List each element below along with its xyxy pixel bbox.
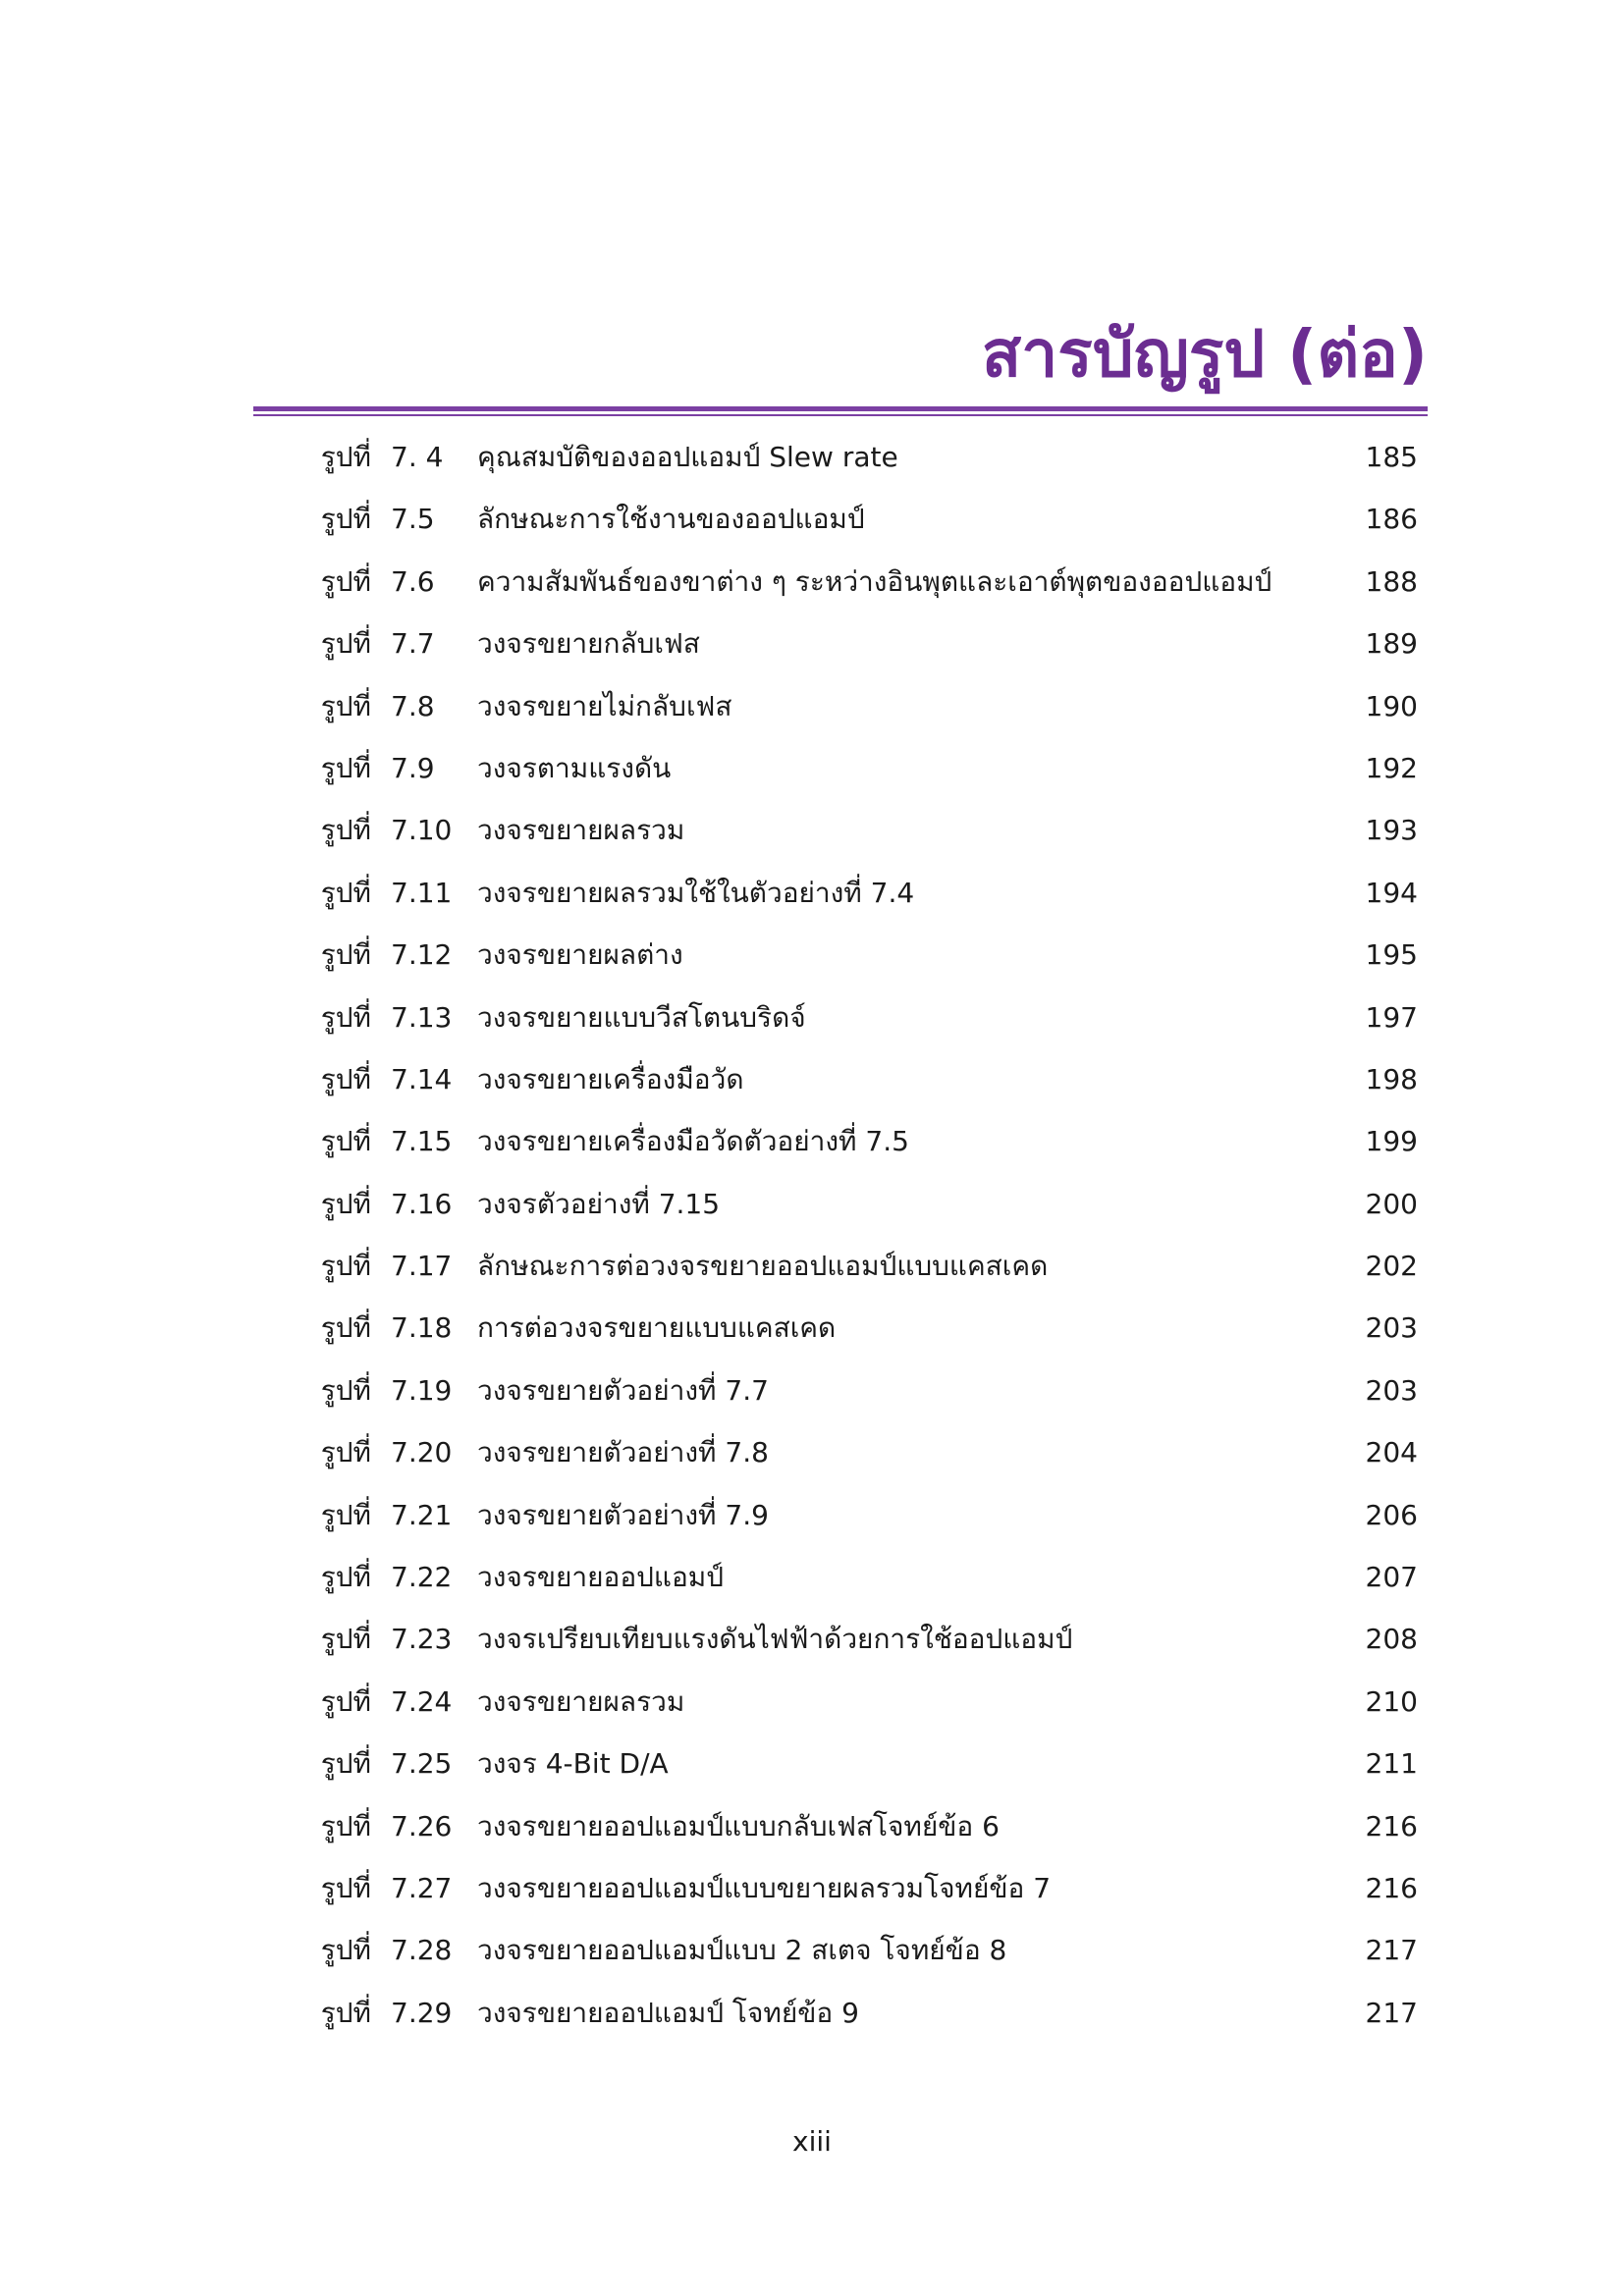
figure-number: 7.13 [391, 1000, 453, 1034]
figure-number: 7.14 [391, 1062, 453, 1095]
figure-caption: วงจรขยายแบบวีสโตนบริดจ์ [477, 1000, 806, 1034]
figure-prefix: รูปที่ [320, 938, 371, 972]
toc-row [0, 1114, 1624, 1176]
toc-row [0, 1425, 1624, 1487]
figure-prefix: รูปที่ [320, 1996, 371, 2029]
figure-prefix: รูปที่ [320, 1498, 371, 1531]
figure-caption: ความสัมพันธ์ของขาต่าง ๆ ระหว่างอินพุตและเอาต์พุตของออปแอมป์ [477, 564, 1272, 598]
toc-row [0, 1923, 1624, 1985]
figure-prefix: รูปที่ [320, 1000, 371, 1034]
toc-row [0, 679, 1624, 741]
figure-page-number: 202 [1365, 1250, 1418, 1283]
figure-caption: ลักษณะการต่อวงจรขยายออปแอมป์แบบแคสเคด [477, 1250, 1049, 1283]
figure-prefix: รูปที่ [320, 1436, 371, 1469]
figure-number: 7.16 [391, 1187, 453, 1220]
toc-row [0, 492, 1624, 554]
figure-prefix: รูปที่ [320, 1623, 371, 1656]
figure-page-number: 193 [1365, 814, 1418, 847]
figure-caption: วงจรขยายตัวอย่างที่ 7.7 [477, 1373, 769, 1407]
figure-caption: วงจรขยายตัวอย่างที่ 7.9 [477, 1498, 769, 1531]
figure-number: 7.12 [391, 938, 453, 972]
figure-page-number: 200 [1365, 1187, 1418, 1220]
toc-row [0, 1052, 1624, 1114]
figure-page-number: 210 [1365, 1684, 1418, 1718]
figure-caption: วงจรขยายเครื่องมือวัด [477, 1062, 744, 1095]
figure-page-number: 199 [1365, 1125, 1418, 1158]
figure-prefix: รูปที่ [320, 814, 371, 847]
figure-number: 7.29 [391, 1996, 453, 2029]
toc-row [0, 1799, 1624, 1861]
figure-prefix: รูปที่ [320, 1561, 371, 1594]
figure-caption: วงจรขยายออปแอมป์แบบ 2 สเตจ โจทย์ข้อ 8 [477, 1934, 1007, 1967]
figure-page-number: 208 [1365, 1623, 1418, 1656]
toc-row [0, 803, 1624, 865]
toc-row [0, 1736, 1624, 1798]
toc-row [0, 741, 1624, 803]
figure-caption: วงจรขยายตัวอย่างที่ 7.8 [477, 1436, 769, 1469]
toc-row [0, 1488, 1624, 1550]
figure-page-number: 204 [1365, 1436, 1418, 1469]
figure-prefix: รูปที่ [320, 564, 371, 598]
toc-row [0, 1177, 1624, 1239]
figure-caption: วงจรขยายกลับเฟส [477, 627, 700, 661]
figure-page-number: 192 [1365, 751, 1418, 784]
figure-number: 7. 4 [391, 441, 444, 473]
figure-page-number: 203 [1365, 1373, 1418, 1407]
figure-list [0, 430, 1624, 2048]
figure-page-number: 185 [1365, 441, 1418, 473]
figure-number: 7.5 [391, 503, 435, 536]
page-title: สารบัญรูป (ต่อ) [981, 316, 1428, 392]
toc-row [0, 555, 1624, 616]
figure-page-number: 217 [1365, 1996, 1418, 2029]
figure-page-number: 216 [1365, 1871, 1418, 1904]
figure-page-number: 189 [1365, 627, 1418, 661]
figure-prefix: รูปที่ [320, 1062, 371, 1095]
toc-row [0, 1612, 1624, 1674]
figure-number: 7.15 [391, 1125, 453, 1158]
figure-caption: วงจรขยายผลรวม [477, 1684, 685, 1718]
figure-caption: ลักษณะการใช้งานของออปแอมป์ [477, 503, 865, 536]
toc-row [0, 1675, 1624, 1736]
toc-row [0, 430, 1624, 492]
figure-prefix: รูปที่ [320, 1125, 371, 1158]
figure-caption: คุณสมบัติของออปแอมป์ Slew rate [477, 441, 898, 473]
toc-row [0, 928, 1624, 989]
figure-prefix: รูปที่ [320, 876, 371, 909]
figure-number: 7.6 [391, 564, 435, 598]
figure-prefix: รูปที่ [320, 1187, 371, 1220]
figure-number: 7.26 [391, 1809, 453, 1842]
figure-page-number: 186 [1365, 503, 1418, 536]
figure-page-number: 194 [1365, 876, 1418, 909]
figure-caption: วงจรขยายเครื่องมือวัดตัวอย่างที่ 7.5 [477, 1125, 909, 1158]
toc-row [0, 616, 1624, 678]
title-rule-thick [253, 406, 1428, 411]
figure-prefix: รูปที่ [320, 627, 371, 661]
figure-page-number: 203 [1365, 1311, 1418, 1345]
figure-caption: วงจรตามแรงดัน [477, 751, 672, 784]
toc-row [0, 1861, 1624, 1923]
figure-prefix: รูปที่ [320, 751, 371, 784]
figure-number: 7.9 [391, 751, 435, 784]
figure-prefix: รูปที่ [320, 1684, 371, 1718]
page-number: xiii [792, 2125, 832, 2158]
figure-caption: วงจรขยายออปแอมป์ โจทย์ข้อ 9 [477, 1996, 859, 2029]
figure-prefix: รูปที่ [320, 1373, 371, 1407]
figure-prefix: รูปที่ [320, 1250, 371, 1283]
figure-page-number: 197 [1365, 1000, 1418, 1034]
figure-page-number: 207 [1365, 1561, 1418, 1594]
figure-page-number: 195 [1365, 938, 1418, 972]
figure-page-number: 217 [1365, 1934, 1418, 1967]
figure-prefix: รูปที่ [320, 1934, 371, 1967]
figure-number: 7.23 [391, 1623, 453, 1656]
figure-number: 7.8 [391, 689, 435, 722]
figure-caption: วงจรขยายออปแอมป์ [477, 1561, 725, 1594]
toc-row [0, 866, 1624, 928]
figure-prefix: รูปที่ [320, 503, 371, 536]
figure-number: 7.19 [391, 1373, 453, 1407]
figure-caption: วงจรขยายออปแอมป์แบบขยายผลรวมโจทย์ข้อ 7 [477, 1871, 1052, 1904]
toc-row [0, 1363, 1624, 1425]
figure-caption: วงจรเปรียบเทียบแรงดันไฟฟ้าด้วยการใช้ออปแอมป์ [477, 1623, 1073, 1656]
figure-prefix: รูปที่ [320, 1809, 371, 1842]
figure-prefix: รูปที่ [320, 689, 371, 722]
toc-row [0, 1301, 1624, 1362]
toc-row [0, 1239, 1624, 1301]
figure-caption: วงจรตัวอย่างที่ 7.15 [477, 1187, 721, 1220]
figure-caption: วงจรขยายไม่กลับเฟส [477, 689, 732, 722]
figure-caption: วงจร 4-Bit D/A [477, 1747, 669, 1781]
figure-page-number: 211 [1365, 1747, 1418, 1781]
figure-caption: วงจรขยายผลรวม [477, 814, 685, 847]
figure-number: 7.27 [391, 1871, 453, 1904]
toc-row [0, 990, 1624, 1052]
figure-page-number: 206 [1365, 1498, 1418, 1531]
figure-number: 7.28 [391, 1934, 453, 1967]
figure-caption: วงจรขยายผลต่าง [477, 938, 683, 972]
figure-prefix: รูปที่ [320, 1747, 371, 1781]
figure-prefix: รูปที่ [320, 1311, 371, 1345]
figure-page-number: 190 [1365, 689, 1418, 722]
figure-caption: วงจรขยายผลรวมใช้ในตัวอย่างที่ 7.4 [477, 876, 915, 909]
figure-prefix: รูปที่ [320, 441, 371, 473]
figure-number: 7.11 [391, 876, 453, 909]
figure-number: 7.17 [391, 1250, 453, 1283]
figure-caption: วงจรขยายออปแอมป์แบบกลับเฟสโจทย์ข้อ 6 [477, 1809, 1000, 1842]
toc-row [0, 1986, 1624, 2048]
figure-number: 7.20 [391, 1436, 453, 1469]
figure-page-number: 216 [1365, 1809, 1418, 1842]
figure-prefix: รูปที่ [320, 1871, 371, 1904]
title-rule-thin [253, 414, 1428, 416]
figure-number: 7.21 [391, 1498, 453, 1531]
figure-page-number: 188 [1365, 564, 1418, 598]
figure-number: 7.25 [391, 1747, 453, 1781]
figure-number: 7.24 [391, 1684, 453, 1718]
toc-row [0, 1550, 1624, 1612]
figure-number: 7.7 [391, 627, 435, 661]
figure-caption: การต่อวงจรขยายแบบแคสเคด [477, 1311, 837, 1345]
figure-number: 7.10 [391, 814, 453, 847]
figure-page-number: 198 [1365, 1062, 1418, 1095]
figure-number: 7.18 [391, 1311, 453, 1345]
figure-number: 7.22 [391, 1561, 453, 1594]
